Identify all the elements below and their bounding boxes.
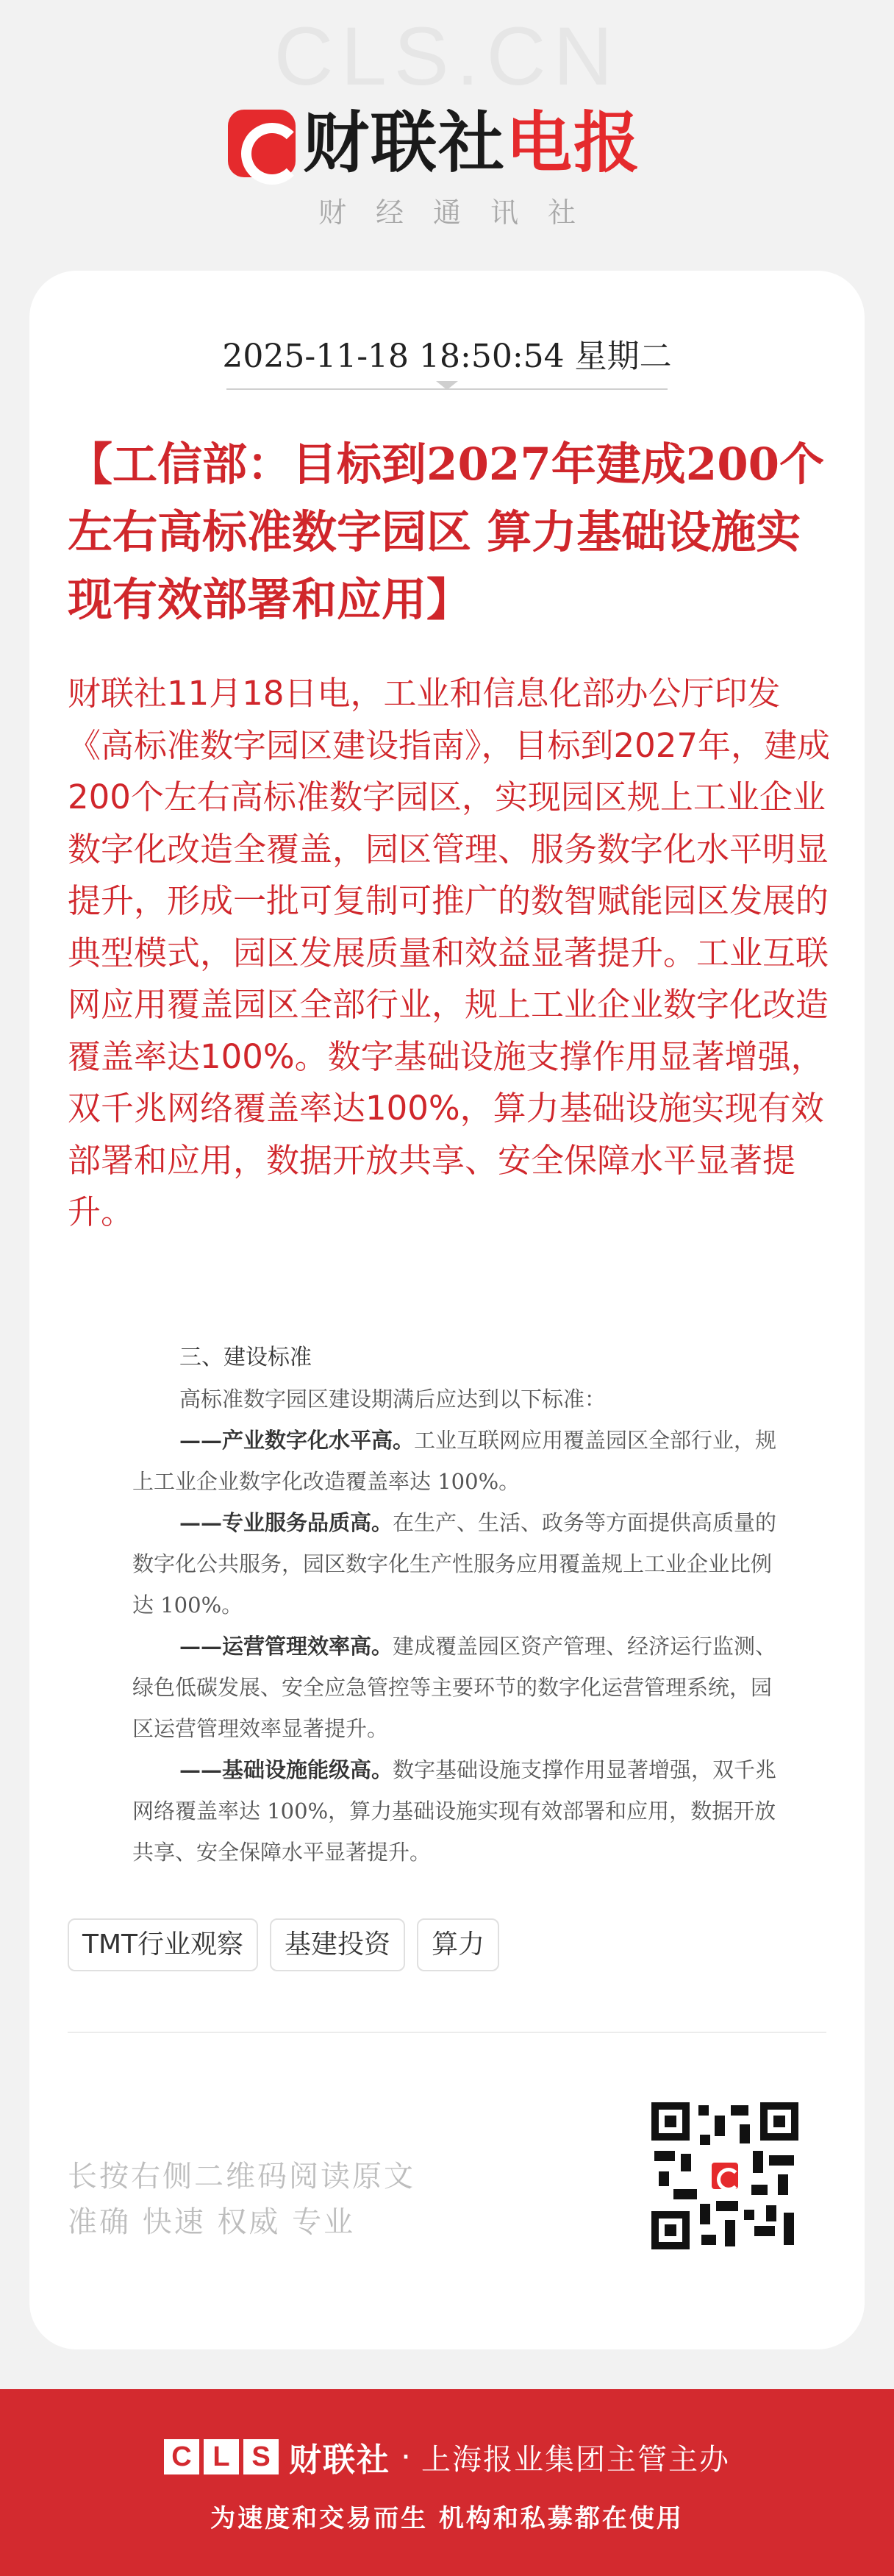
qr-module — [731, 2105, 748, 2116]
date-divider-notch — [436, 381, 458, 390]
excerpt-item — [132, 1626, 779, 1749]
qr-center-logo-icon — [709, 2160, 741, 2192]
excerpt-item-text: 建成覆盖园区资产管理、经济运行监测、绿色低碳发展、安全应急管控等主要环节的数字化运营管理系统，园区运营管理效率显著提升。 — [132, 1634, 777, 1741]
qr-finder — [651, 2211, 690, 2249]
article-card — [29, 271, 865, 2349]
brand-name: 财联社 — [303, 104, 506, 182]
cls-logo-icon — [228, 110, 296, 177]
brand-logo-group — [228, 103, 641, 184]
brand-tagline: 财经通讯社 — [318, 196, 605, 229]
excerpt-intro: 高标准数字园区建设期满后应达到以下标准： — [179, 1387, 607, 1412]
excerpt-item — [132, 1420, 779, 1502]
qr-finder — [760, 2102, 798, 2141]
page-header — [0, 0, 894, 265]
excerpt-item-heading: ——产业数字化水平高。 — [179, 1428, 415, 1453]
tag-list — [68, 1918, 499, 1971]
qr-module — [754, 2226, 775, 2236]
read-original-hint — [68, 2154, 415, 2245]
footer-brand-name: 财联社 — [289, 2441, 390, 2479]
qr-module — [725, 2220, 735, 2246]
excerpt-item — [132, 1749, 779, 1873]
footer-brand-row — [0, 2433, 894, 2480]
cls-watermark: CLS.CN — [273, 10, 621, 102]
qr-module — [715, 2116, 725, 2136]
cls-letter: S — [243, 2439, 279, 2474]
qr-hint-text: 长按右侧二维码阅读原文 — [68, 2160, 415, 2193]
excerpt-item-heading: ——运营管理效率高。 — [179, 1634, 393, 1659]
excerpt-section-title: 三、建设标准 — [179, 1345, 312, 1370]
footer-organization: 上海报业集团主管主办 — [421, 2442, 730, 2477]
qr-module — [700, 2204, 710, 2224]
qr-code-icon[interactable] — [651, 2102, 798, 2249]
qr-module — [751, 2185, 768, 2195]
section-divider — [68, 2032, 826, 2033]
excerpt-item-heading: ——基础设施能级高。 — [179, 1757, 393, 1782]
qr-module — [673, 2189, 697, 2199]
brand-sub: 电报 — [506, 104, 641, 182]
excerpt-item-heading: ——专业服务品质高。 — [179, 1510, 393, 1535]
qr-module — [698, 2105, 709, 2116]
qr-module — [700, 2135, 710, 2145]
article-headline: 【工信部：目标到2027年建成200个左右高标准数字园区 算力基础设施实现有效部署和应用】 — [68, 438, 825, 626]
article-body: 财联社11月18日电，工业和信息化部办公厅印发《高标准数字园区建设指南》，目标到2027年，建成200个左右高标准数字园区，实现园区规上工业企业数字化改造全覆盖，园区管理、服务数字化水平明显提升，形成一批可复制可推广的数智赋能园区发展的典型模式，园区发展质量和效益显著提升。工业互联网应用覆盖园区全部行业，规上工业企业数字化改造覆盖率达100%。数字基础设施支撑作用显著增强，双千兆网络覆盖率达100%，算力基础设施实现有效部署和应用，数据开放共享、安全保障水平显著提升。 — [68, 674, 831, 1231]
excerpt-item-text: 在生产、生活、政务等方面提供高质量的数字化公共服务，园区数字化生产性服务应用覆盖规上工业企业比例达 100%。 — [132, 1510, 777, 1618]
qr-module — [769, 2155, 794, 2166]
document-excerpt-image — [132, 1337, 779, 1873]
slogan-text: 准确 快速 权威 专业 — [68, 2205, 356, 2239]
qr-module — [681, 2154, 691, 2171]
qr-module — [740, 2124, 750, 2143]
qr-module — [654, 2151, 675, 2161]
excerpt-item — [132, 1502, 779, 1626]
tag-computing-power[interactable]: 算力 — [417, 1918, 499, 1971]
qr-finder — [651, 2102, 690, 2141]
qr-module — [716, 2201, 738, 2211]
page-footer — [0, 2389, 894, 2576]
cls-letter: L — [204, 2439, 239, 2474]
article-datetime: 2025-11-18 18:50:54 星期二 — [222, 338, 672, 375]
tag-infrastructure-investment[interactable]: 基建投资 — [270, 1918, 405, 1971]
excerpt-item-text: 数字基础设施支撑作用显著增强，双千兆网络覆盖率达 100%，算力基础设施实现有效部署和应用，数据开放共享、安全保障水平显著提升。 — [132, 1757, 777, 1865]
cls-letter-logo — [164, 2439, 279, 2474]
footer-slogan: 为速度和交易而生 机构和私募都在使用 — [210, 2504, 684, 2533]
footer-separator-dot: · — [401, 2438, 411, 2476]
qr-module — [744, 2210, 754, 2220]
qr-module — [778, 2174, 788, 2195]
qr-module — [766, 2205, 776, 2221]
qr-module — [784, 2213, 794, 2245]
tag-tmt[interactable]: TMT行业观察 — [68, 1918, 258, 1971]
qr-module — [701, 2235, 716, 2245]
excerpt-item-text: 工业互联网应用覆盖园区全部行业，规上工业企业数字化改造覆盖率达 100%。 — [132, 1428, 777, 1494]
qr-module — [659, 2171, 669, 2186]
qr-module — [753, 2151, 763, 2173]
cls-letter: C — [164, 2439, 199, 2474]
